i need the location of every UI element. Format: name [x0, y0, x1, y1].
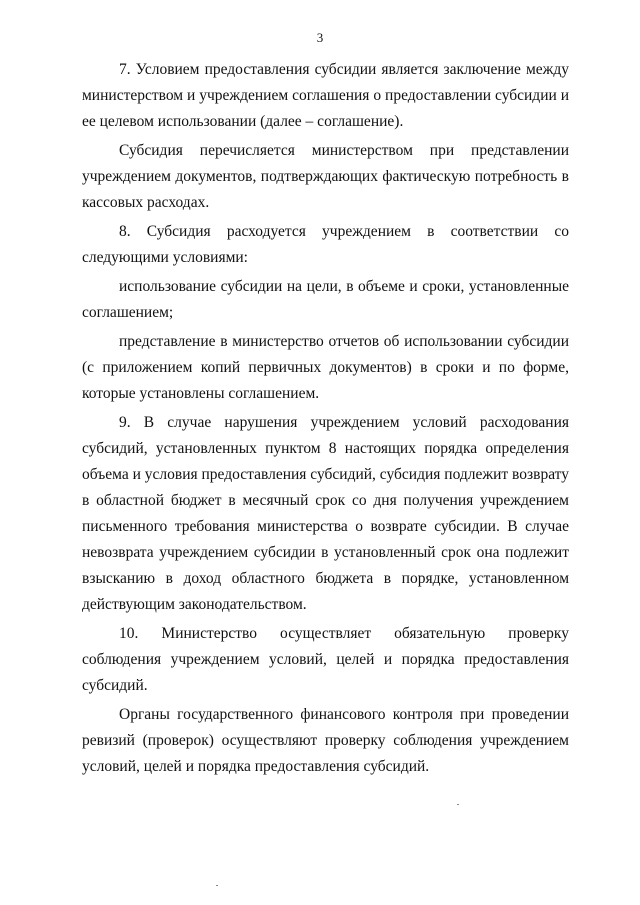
- paragraph-10-inspection: 10. Министерство осуществляет обязательную проверку соблюдения учреждением условий, целей и порядка предоставления субсидий.: [82, 625, 569, 694]
- document-body: [82, 57, 569, 783]
- paragraph-8-spending: 8. Субсидия расходуется учреждением в соответствии со следующими условиями:: [82, 223, 569, 266]
- paragraph-7-condition: 7. Условием предоставления субсидии является заключение между министерством и учреждением соглашения о предоставлении субсидии и ее целевом использовании (далее – соглашение).: [82, 61, 569, 130]
- paragraph-financial-control: Органы государственного финансового контроля при проведении ревизий (проверок) осуществляют проверку соблюдения учреждением условий, целей и порядка предоставления субсидий.: [82, 706, 569, 775]
- scan-speck: [216, 885, 218, 886]
- paragraph-condition-use: использование субсидии на цели, в объеме и сроки, установленные соглашением;: [82, 278, 569, 321]
- paragraph-transfer: Субсидия перечисляется министерством при представлении учреждением документов, подтверждающих фактическую потребность в кассовых расходах.: [82, 142, 569, 211]
- paragraph-9-violation: 9. В случае нарушения учреждением условий расходования субсидий, установленных пунктом 8 настоящих порядка определения объема и условия предоставления субсидий, субсидия подлежит возврату в областной бюджет в месячный срок со дня получения учреждением письменного требования министерства о возврате субсидии. В случае невозврата учреждением субсидии в установленный срок она подлежит взысканию в доход областного бюджета в порядке, установленном действующим законодательством.: [82, 414, 569, 613]
- paragraph-condition-reports: представление в министерство отчетов об использовании субсидии (с приложением копий первичных документов) в сроки и по форме, которые установлены соглашением.: [82, 333, 569, 402]
- scan-speck: [457, 804, 459, 805]
- page-number: 3: [316, 30, 324, 45]
